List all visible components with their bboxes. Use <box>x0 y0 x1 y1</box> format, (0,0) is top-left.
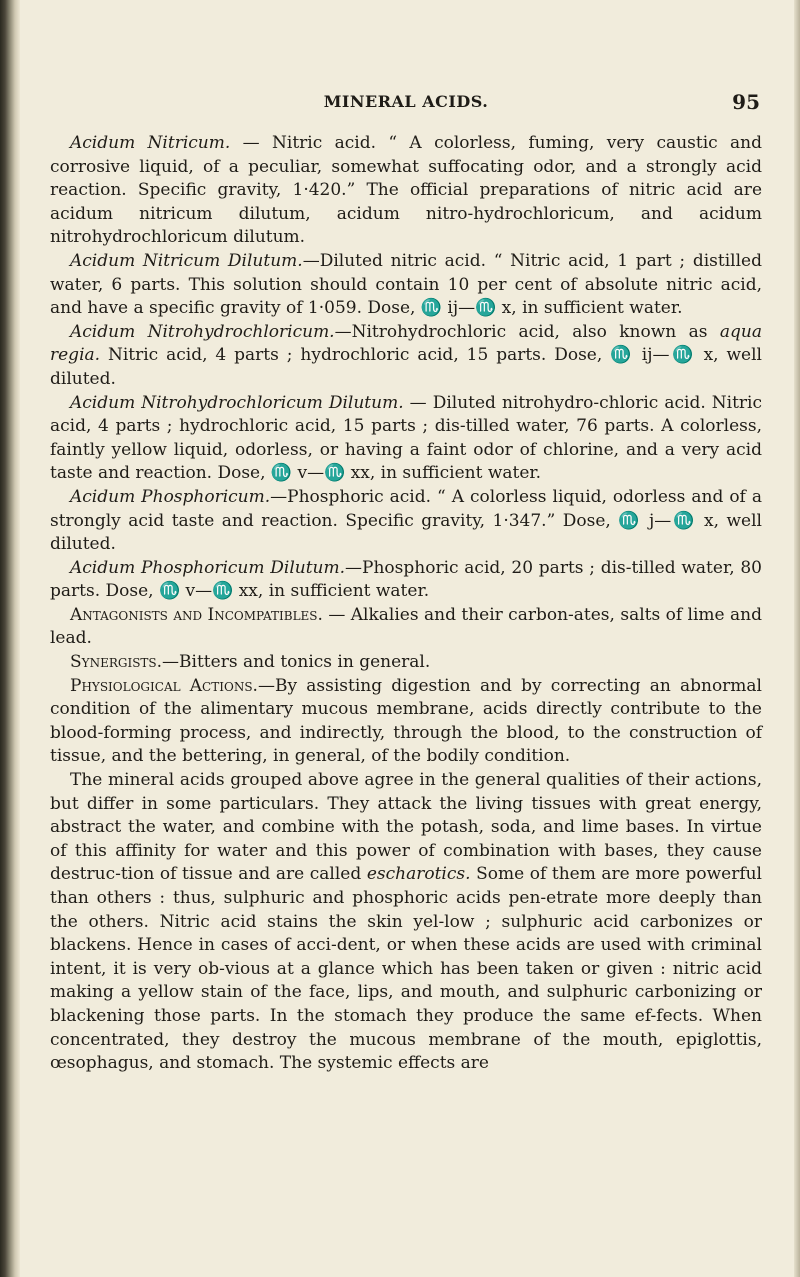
entry-term: Acidum Phosphoricum Dilutum. <box>70 557 346 578</box>
section-text: — Alkalies and their carbon-ates, salts of lime and lead. <box>50 604 762 649</box>
entry-text: —Phosphoric acid, 20 parts ; dis-tilled water, 80 parts. Dose, ♏ v—♏ xx, in sufficient water. <box>50 557 762 602</box>
book-spine-shadow <box>0 0 20 1277</box>
paragraph-acidum-nitricum-dilutum <box>50 250 762 321</box>
entry-text: —Phosphoric acid. “ A colorless liquid, odorless and of a strongly acid taste and reaction. Specific gravity, 1·347.” Dose, ♏ j—♏ x, well diluted. <box>50 486 762 555</box>
paragraph-physiological-actions <box>50 675 762 769</box>
section-heading: Physiological Actions. <box>70 675 258 696</box>
entry-term: Acidum Nitricum. <box>70 133 231 153</box>
paragraph-antagonists <box>50 604 762 651</box>
entry-text-continued: Nitric acid, 4 parts ; hydrochloric acid, 15 parts. Dose, ♏ ij—♏ x, well diluted. <box>50 345 762 389</box>
paragraph-acidum-phosphoricum-dilutum <box>50 557 762 604</box>
entry-term: Acidum Nitricum Dilutum. <box>70 250 303 271</box>
paragraph-mineral-acids <box>50 769 762 1076</box>
page-number: 95 <box>732 90 760 114</box>
entry-term: Acidum Phosphoricum. <box>70 486 271 507</box>
body-text-continued: Some of them are more powerful than others : thus, sulphuric and phosphoric acids pen-etrate more deeply than the others. Nitric acid stains the skin yel-low ; sulphuric acid carbonizes or blackens. Hence in cases of acci-dent, or when these acids are used with criminal intent, it is very ob-vious at a glance which has been taken or given : nitric acid making a yellow stain of the face, lips, and mouth, and sulphuric carbonizing or blackening those parts. In the stomach they produce the same ef-fects. When concentrated, they destroy the mucous membrane of the mouth, epiglottis, œsophagus, and stomach. The systemic effects are <box>50 864 762 1074</box>
entry-text: —Diluted nitric acid. “ Nitric acid, 1 part ; distilled water, 6 parts. This solution should contain 10 per cent of absolute nitric acid, and have a specific gravity of 1·059. Dose, ♏ ij—♏ x, in sufficient water. <box>50 250 762 319</box>
paragraph-acidum-phosphoricum <box>50 486 762 557</box>
paragraph-acidum-nitricum <box>50 132 762 250</box>
page-header <box>50 92 762 118</box>
entry-text: — Diluted nitrohydro-chloric acid. Nitric acid, 4 parts ; hydrochloric acid, 15 parts ; dis-tilled water, 76 parts. A colorless, faintly yellow liquid, odorless, or having a faint odor of chlorine, and a very acid taste and reaction. Dose, ♏ v—♏ xx, in sufficient water. <box>50 392 762 484</box>
paragraph-acidum-nitrohydrochloricum-dilutum <box>50 392 762 486</box>
entry-term-aqua-regia: aqua regia. <box>50 321 762 366</box>
section-heading: Synergists. <box>70 652 163 673</box>
section-text: —Bitters and tonics in general. <box>162 652 431 673</box>
term-escharotics: escharotics. <box>366 864 471 885</box>
running-title: MINERAL ACIDS. <box>323 92 489 111</box>
entry-term: Acidum Nitrohydrochloricum. <box>70 321 335 342</box>
section-text: —By assisting digestion and by correcting an abnormal condition of the alimentary mucous membrane, acids directly contribute to the blood-forming process, and indirectly, through the blood, to the construction of tissue, and the bettering, in general, of the bodily condition. <box>50 675 762 767</box>
page-edge <box>794 0 800 1277</box>
paragraph-synergists <box>50 651 762 675</box>
body-text: The mineral acids grouped above agree in the general qualities of their actions, but differ in some particulars. They attack the living tissues with great energy, abstract the water, and combine with the potash, soda, and lime bases. In virtue of this affinity for water and this power of combination with bases, they cause destruc-tion of tissue and are called <box>50 770 762 885</box>
book-page <box>50 92 762 1076</box>
section-heading: Antagonists and Incompatibles. <box>70 604 323 625</box>
entry-text: —Nitrohydrochloric acid, also known as <box>334 321 720 342</box>
entry-text: — Nitric acid. “ A colorless, fuming, very caustic and corrosive liquid, of a peculiar, somewhat suffocating odor, and a strongly acid reaction. Specific gravity, 1·420.” The official preparations of nitric acid are acidum nitricum dilutum, acidum nitro-hydrochloricum, and acidum nitrohydrochloricum dilutum. <box>50 133 762 248</box>
paragraph-acidum-nitrohydrochloricum <box>50 321 762 392</box>
entry-term: Acidum Nitrohydrochloricum Dilutum. <box>70 392 404 413</box>
